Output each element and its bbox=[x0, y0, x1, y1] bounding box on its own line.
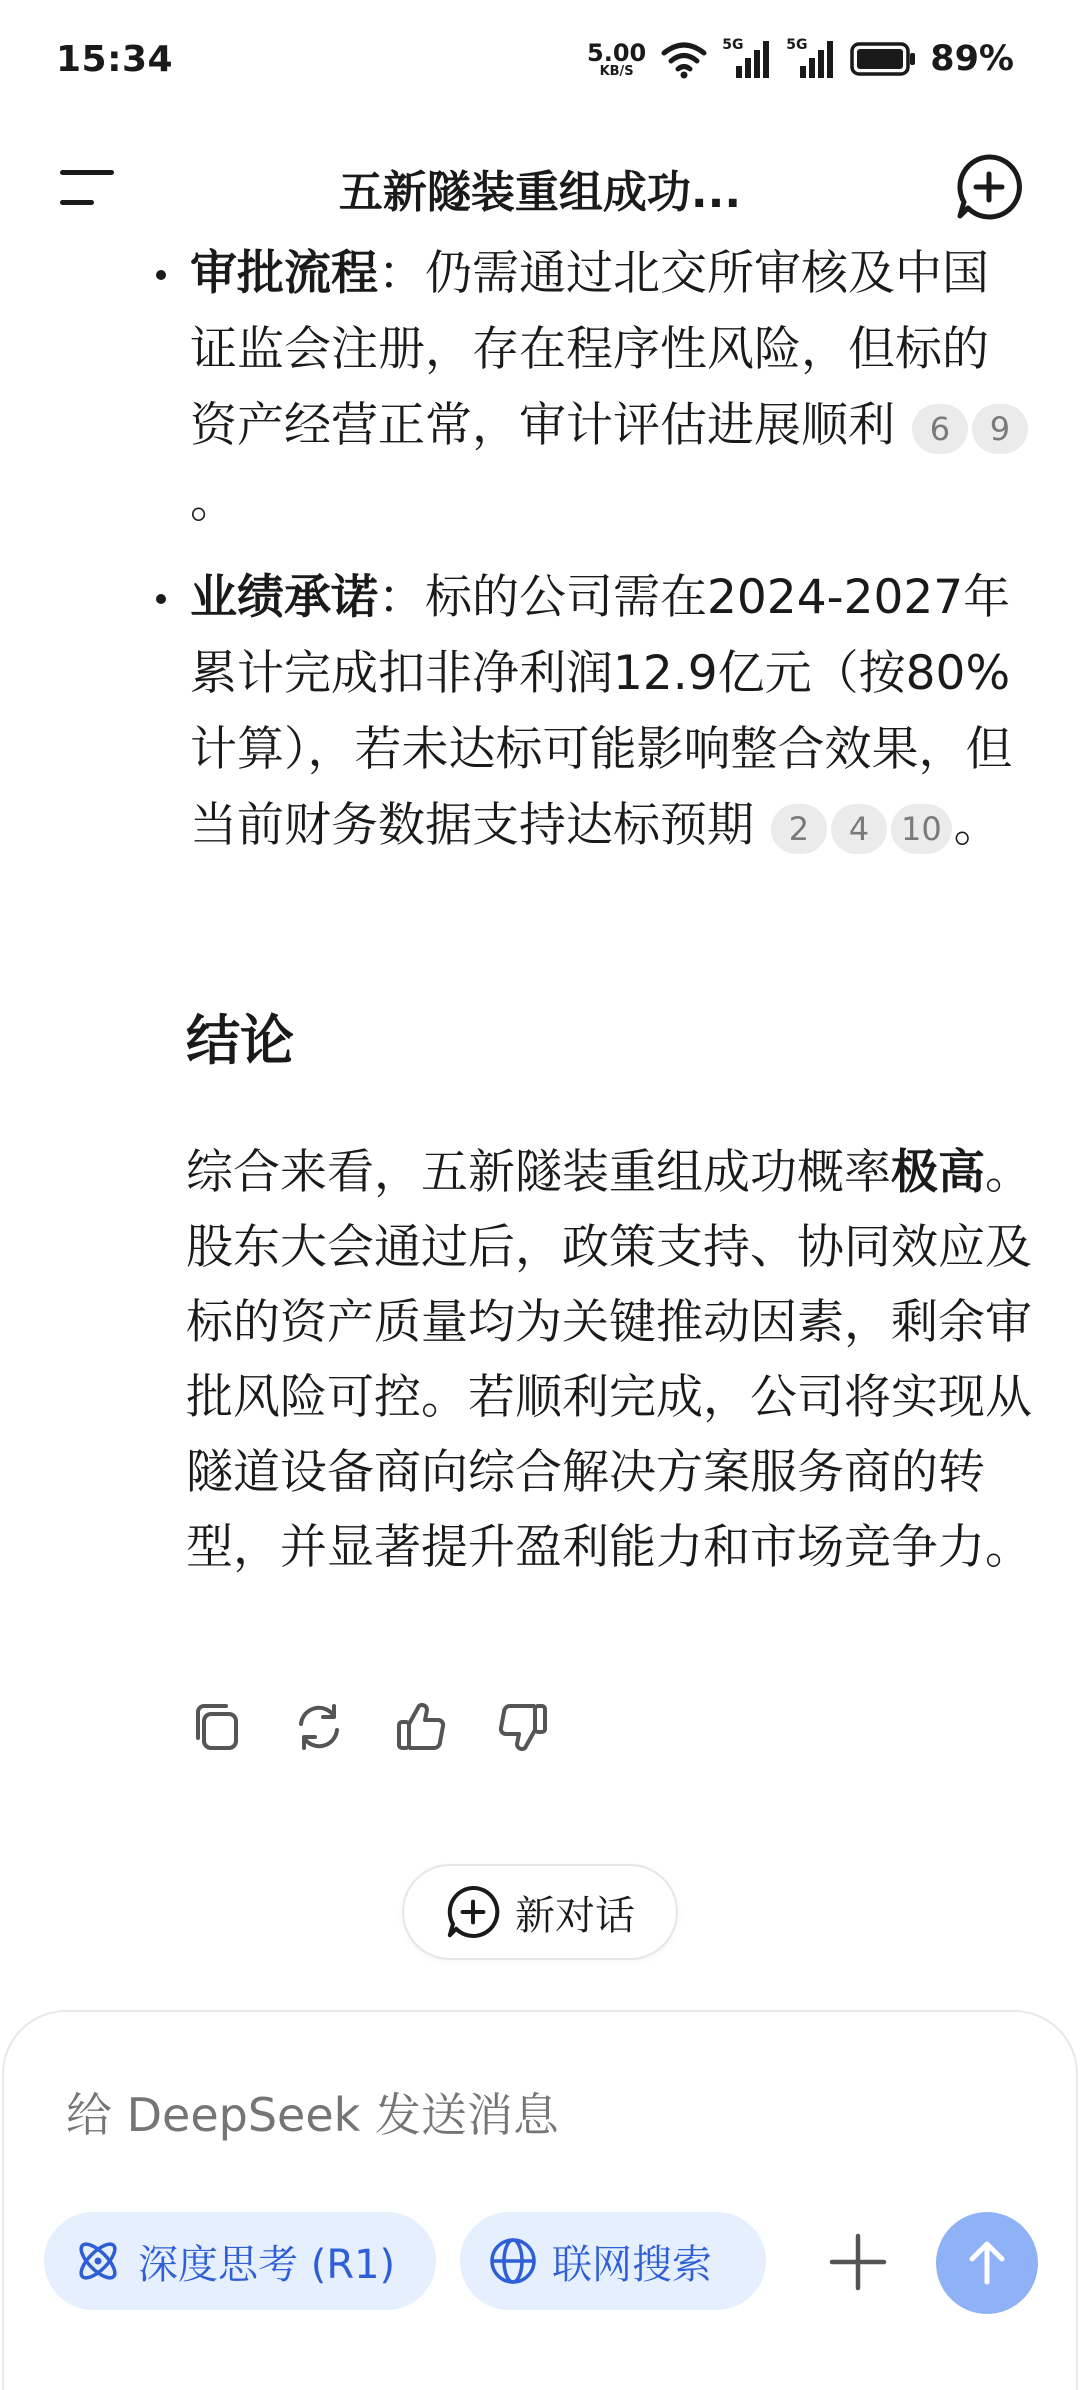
conclusion-lead: 综合来看，五新隧装重组成功概率 bbox=[186, 1145, 891, 1200]
new-chat-icon[interactable] bbox=[954, 152, 1024, 222]
cell-signal-1-label: 5G bbox=[722, 37, 744, 53]
net-speed bbox=[587, 38, 647, 79]
conclusion-paragraph bbox=[186, 1135, 1036, 1585]
wifi-icon bbox=[660, 39, 708, 79]
status-bar bbox=[0, 0, 1080, 118]
new-chat-button[interactable] bbox=[402, 1864, 678, 1960]
menu-icon[interactable] bbox=[58, 162, 118, 214]
deep-think-label: 深度思考 (R1) bbox=[138, 2241, 396, 2288]
signal-bars-icon bbox=[786, 38, 836, 80]
thumbs-up-icon[interactable] bbox=[394, 1700, 448, 1754]
message-input[interactable] bbox=[64, 2074, 968, 2156]
globe-icon bbox=[488, 2236, 538, 2286]
section-heading: 结论 bbox=[186, 1009, 294, 1072]
list-item bbox=[190, 236, 1030, 540]
citation-badge[interactable]: 9 bbox=[972, 404, 1028, 454]
status-time: 15:34 bbox=[56, 38, 174, 80]
battery-percent: 89% bbox=[930, 39, 1014, 79]
new-chat-icon bbox=[445, 1884, 501, 1940]
cell-signal-2-label: 5G bbox=[786, 37, 808, 53]
copy-icon[interactable] bbox=[190, 1700, 244, 1754]
citation-badge[interactable]: 6 bbox=[912, 404, 968, 454]
net-speed-value: 5.00 bbox=[587, 38, 647, 67]
deep-think-toggle[interactable] bbox=[44, 2212, 436, 2310]
bullet-label: 业绩承诺 bbox=[190, 570, 378, 625]
thumbs-down-icon[interactable] bbox=[496, 1700, 550, 1754]
send-button[interactable] bbox=[936, 2212, 1038, 2314]
bullet-text: ：仍需通过北交所审核及中国证监会注册，存在程序性风险，但标的资产经营正常，审计评估进展顺利 bbox=[190, 246, 989, 453]
web-search-label: 联网搜索 bbox=[552, 2241, 712, 2288]
web-search-toggle[interactable] bbox=[460, 2212, 766, 2310]
citation-badge[interactable]: 4 bbox=[831, 804, 887, 854]
bullet-end: 。 bbox=[953, 798, 1001, 853]
top-app-bar bbox=[0, 140, 1080, 236]
conclusion-rest: 。股东大会通过后，政策支持、协同效应及标的资产质量均为关键推动因素，剩余审批风险可控。若顺利完成，公司将实现从隧道设备商向综合解决方案服务商的转型，并显著提升盈利能力和市场竞争力。 bbox=[186, 1145, 1032, 1575]
bullet-label: 审批流程 bbox=[190, 246, 378, 301]
citation-badge[interactable]: 10 bbox=[891, 804, 952, 854]
conclusion-bold: 极高 bbox=[891, 1145, 985, 1200]
list-item bbox=[190, 560, 1030, 864]
battery-icon bbox=[850, 42, 916, 76]
atom-icon bbox=[72, 2235, 124, 2287]
new-chat-label: 新对话 bbox=[515, 1892, 635, 1939]
cell-signal-2 bbox=[786, 38, 836, 80]
status-indicators bbox=[587, 38, 1014, 80]
message-actions bbox=[190, 1700, 550, 1754]
message-composer bbox=[2, 2010, 1078, 2390]
page-title: 五新隧装重组成功... bbox=[338, 167, 742, 218]
cell-signal-1 bbox=[722, 38, 772, 80]
bullet-end: 。 bbox=[190, 474, 237, 529]
bullet-text: ：标的公司需在2024-2027年累计完成扣非净利润12.9亿元（按80%计算），若未达标可能影响整合效果，但当前财务数据支持达标预期 bbox=[190, 570, 1013, 853]
citation-badge[interactable]: 2 bbox=[771, 804, 827, 854]
regenerate-icon[interactable] bbox=[292, 1700, 346, 1754]
plus-icon[interactable] bbox=[828, 2232, 888, 2292]
arrow-up-icon bbox=[962, 2238, 1012, 2288]
signal-bars-icon bbox=[722, 38, 772, 80]
net-speed-unit: KB/S bbox=[599, 63, 634, 79]
